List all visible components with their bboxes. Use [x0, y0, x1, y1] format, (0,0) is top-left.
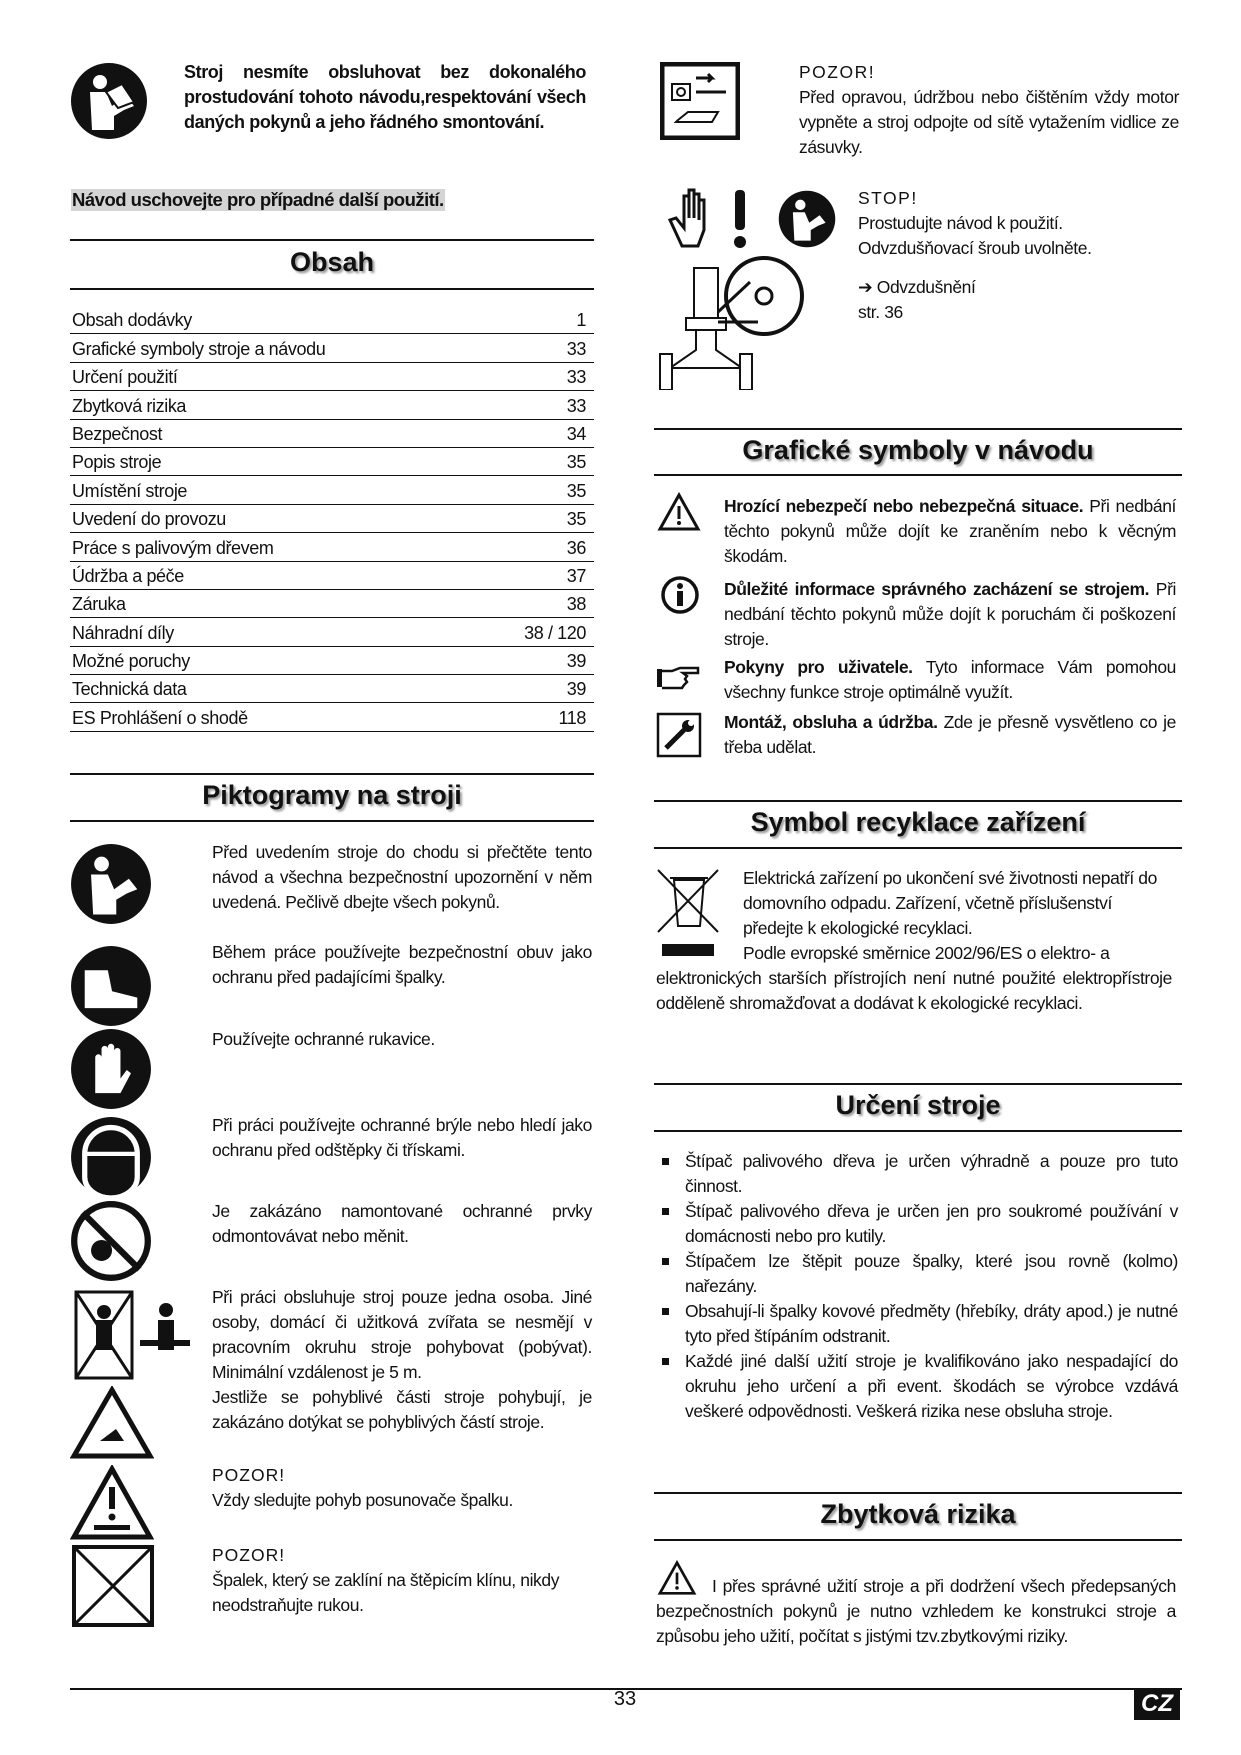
- no-hand-removal-icon: [72, 1545, 154, 1627]
- pictogram-pusher-block: [212, 1463, 592, 1513]
- toc-item-page: 38 / 120: [524, 622, 586, 643]
- toc-item[interactable]: [70, 448, 594, 476]
- symbol-maintenance-desc: Zde je přesně vysvětleno co je třeba udělat.: [724, 712, 1176, 757]
- toc-item-label: Údržba a péče: [72, 565, 184, 586]
- toc-item[interactable]: [70, 618, 594, 646]
- toc-item-page: 35: [566, 452, 586, 473]
- toc-item-label: ES Prohlášení o shodě: [72, 707, 248, 728]
- toc-item-page: 1: [576, 310, 586, 331]
- read-manual-icon: [70, 843, 152, 925]
- symbol-danger-title: Hrozící nebezpečí nebo nebezpečná situace.: [724, 496, 1084, 516]
- pozor-label: POZOR!: [799, 62, 876, 82]
- one-operator-icon: [74, 1290, 194, 1380]
- purpose-list-item: Štípač palivového dřeva je určen jen pro soukromé používání v domácnosti nebo pro kutily.: [660, 1199, 1178, 1249]
- pozor-label: POZOR!: [212, 1545, 286, 1565]
- pictogram-jammed-log-block: [212, 1543, 592, 1618]
- toc-item-label: Zbytková rizika: [72, 395, 187, 416]
- pictogram-moving-parts-text: Jestliže se pohyblivé části stroje pohybují, je zakázáno dotýkat se pohyblivých částí stroje.: [212, 1387, 592, 1432]
- pictogram-gloves-text: Používejte ochranné rukavice.: [212, 1029, 435, 1049]
- language-badge: CZ: [1134, 1688, 1180, 1720]
- wrench-icon: [656, 712, 702, 758]
- toc-item-page: 38: [566, 594, 586, 615]
- log-pusher-warning-icon: [70, 1465, 154, 1541]
- symbols-title: Grafické symboly v návodu: [742, 435, 1094, 465]
- pozor-unplug-text: Před opravou, údržbou nebo čištěním vždy motor vypněte a stroj odpojte od sítě vytažením vidlice ze zásuvky.: [799, 87, 1179, 157]
- toc-item[interactable]: [70, 363, 594, 391]
- toc-item-page: 33: [566, 338, 586, 359]
- toc-item[interactable]: [70, 562, 594, 590]
- pointing-hand-icon: [655, 665, 701, 691]
- toc-item-label: Popis stroje: [72, 452, 162, 473]
- toc-item-page: 39: [566, 679, 586, 700]
- pictogram-guards-text: Je zakázáno namontované ochranné prvky odmontovávat nebo měnit.: [212, 1201, 592, 1246]
- pictogram-read-manual-text: Před uvedením stroje do chodu si přečtěte tento návod a všechna bezpečnostní upozornění v něm uvedená. Pečlivě dbejte všech pokynů.: [212, 842, 592, 912]
- toc-item-label: Náhradní díly: [72, 622, 174, 643]
- cross-reference-label: Odvzdušnění: [876, 277, 976, 297]
- read-manual-icon: [778, 190, 836, 248]
- pozor-unplug-block: [799, 60, 1179, 160]
- toc-item[interactable]: [70, 306, 594, 334]
- read-manual-icon: [70, 62, 148, 140]
- toc-item-page: 35: [566, 480, 586, 501]
- toc-item[interactable]: [70, 505, 594, 533]
- gloves-icon: [70, 1028, 152, 1110]
- pozor-label: POZOR!: [212, 1465, 286, 1485]
- toc-item-page: 39: [566, 651, 586, 672]
- pictograms-title: Piktogramy na stroji: [202, 780, 462, 810]
- recycling-text-2a: Podle evropské směrnice 2002/96/ES o elektro- a: [743, 943, 1110, 963]
- toc-item[interactable]: [70, 420, 594, 448]
- pictogram-one-operator-text: Při práci obsluhuje stroj pouze jedna osoba. Jiné osoby, domácí či užitková zvířata se nesmějí v pracovním okruhu stroje pohybovat (pobývat). Minimální vzdálenost je 5 m.: [212, 1287, 592, 1382]
- bleed-screw-diagram-icon: [656, 256, 806, 390]
- symbol-danger-desc: Při nedbání těchto pokynů může dojít ke zraněním nebo k věcným škodám.: [724, 496, 1176, 566]
- toc-item-label: Uvedení do provozu: [72, 509, 226, 530]
- cross-reference: [858, 275, 1188, 300]
- symbol-user-title: Pokyny pro uživatele.: [724, 657, 913, 677]
- recycling-text-2b: elektronických starších přístrojích není nutné použité elektropřístroje odděleně shromažďovat a dodávat k ekologické recyklaci.: [656, 968, 1172, 1013]
- symbol-maintenance-title: Montáž, obsluha a údržba.: [724, 712, 938, 732]
- purpose-list-item: Štípačem lze štěpit pouze špalky, které jsou rovně (kolmo) nařezány.: [660, 1249, 1178, 1299]
- keep-manual-note: Návod uschovejte pro případné další použití.: [72, 189, 444, 210]
- toc-item[interactable]: [70, 334, 594, 362]
- residual-risks-title: Zbytková rizika: [820, 1499, 1016, 1529]
- warning-triangle-icon: [657, 492, 701, 532]
- pictogram-boots-text: Během práce používejte bezpečnostní obuv jako ochranu před padajícími špalky.: [212, 942, 592, 987]
- purpose-list-item: Obsahují-li špalky kovové předměty (hřebíky, dráty apod.) je nutné tyto před štípáním odstranit.: [660, 1299, 1178, 1349]
- toc-item-label: Technická data: [72, 679, 187, 700]
- pictogram-pusher-text: Vždy sledujte pohyb posunovače špalku.: [212, 1490, 513, 1510]
- symbol-danger-text: [724, 494, 1176, 569]
- toc-item-label: Záruka: [72, 594, 126, 615]
- toc-item-page: 33: [566, 367, 586, 388]
- toc-item[interactable]: [70, 675, 594, 703]
- toc-item-page: 33: [566, 395, 586, 416]
- toc-item-page: 34: [566, 423, 586, 444]
- recycling-title: Symbol recyklace zařízení: [750, 807, 1086, 837]
- pictogram-goggles-text: Při práci používejte ochranné brýle nebo hledí jako ochranu před odštěpky či třískami.: [212, 1115, 592, 1160]
- toc-item-label: Možné poruchy: [72, 651, 190, 672]
- symbol-info-text: [724, 577, 1176, 652]
- purpose-list: [660, 1149, 1178, 1424]
- toc-item-label: Bezpečnost: [72, 423, 163, 444]
- recycling-text-1: Elektrická zařízení po ukončení své životnosti nepatří do domovního odpadu. Zařízení, včetně příslušenství předejte k ekologické recyklaci.: [743, 868, 1157, 938]
- toc-item-label: Určení použití: [72, 367, 178, 388]
- toc-item[interactable]: [70, 476, 594, 504]
- cross-reference-page: str. 36: [858, 302, 903, 322]
- toc-item[interactable]: [70, 391, 594, 419]
- toc-item[interactable]: [70, 590, 594, 618]
- symbol-maintenance-text: [724, 710, 1176, 760]
- arrow-right-icon: ➔: [858, 277, 873, 297]
- table-of-contents: [70, 306, 594, 732]
- symbol-user-text: [724, 655, 1176, 705]
- toc-item-page: 37: [566, 565, 586, 586]
- moving-parts-warning-icon: [70, 1386, 154, 1460]
- unplug-before-maintenance-icon: [660, 62, 740, 140]
- toc-item-page: 118: [558, 707, 586, 728]
- info-icon: [660, 575, 700, 615]
- intro-warning: Stroj nesmíte obsluhovat bez dokonalého prostudování tohoto návodu,respektování všech daných pokynů a jeho řádného smontování.: [184, 62, 586, 132]
- no-removing-guards-icon: [70, 1200, 152, 1282]
- residual-risks-text: I přes správné užití stroje a při dodržení všech předepsaných bezpečnostních pokynů je nutno vzhledem ke konstrukci stroje a způsobu jeho užití, počítat s jistými tzv.zbytkovými riziky.: [656, 1576, 1176, 1646]
- toc-item-label: Grafické symboly stroje a návodu: [72, 338, 326, 359]
- stop-hand-icon: [664, 186, 724, 248]
- symbol-info-desc: Při nedbání těchto pokynů může dojít k poruchám či poškození stroje.: [724, 579, 1176, 649]
- toc-item-page: 35: [566, 509, 586, 530]
- page-number: 33: [613, 1688, 637, 1710]
- weee-crossed-bin-icon: [654, 866, 724, 958]
- safety-boots-icon: [70, 945, 152, 1027]
- toc-item-label: Umístění stroje: [72, 480, 188, 501]
- toc-item-label: Obsah dodávky: [72, 310, 192, 331]
- toc-item[interactable]: [70, 533, 594, 561]
- exclamation-icon: [730, 190, 750, 250]
- toc-item-page: 36: [566, 537, 586, 558]
- symbol-user-desc: Tyto informace Vám pomohou všechny funkce stroje optimálně využít.: [724, 657, 1176, 702]
- toc-item[interactable]: [70, 647, 594, 675]
- stop-line-1: Prostudujte návod k použití.: [858, 213, 1063, 233]
- stop-label: STOP!: [858, 188, 918, 208]
- toc-title: Obsah: [289, 247, 375, 277]
- purpose-list-item: Každé jiné další užití stroje je kvalifikováno jako nespadající do okruhu jeho určení a při event. škodách se výrobce vzdává veškeré odpovědnosti. Veškerá rizika nese obsluha stroje.: [660, 1349, 1178, 1424]
- toc-item-label: Práce s palivovým dřevem: [72, 537, 274, 558]
- purpose-list-item: Štípač palivového dřeva je určen výhradně a pouze pro tuto činnost.: [660, 1149, 1178, 1199]
- symbol-info-title: Důležité informace správného zacházení se strojem.: [724, 579, 1150, 599]
- purpose-title: Určení stroje: [835, 1090, 1001, 1120]
- pictogram-jammed-log-text: Špalek, který se zaklíní na štěpicím klínu, nikdy neodstraňujte rukou.: [212, 1570, 560, 1615]
- stop-block: [858, 186, 1188, 325]
- face-shield-icon: [70, 1116, 152, 1198]
- stop-line-2: Odvzdušňovací šroub uvolněte.: [858, 238, 1092, 258]
- toc-item[interactable]: [70, 703, 594, 731]
